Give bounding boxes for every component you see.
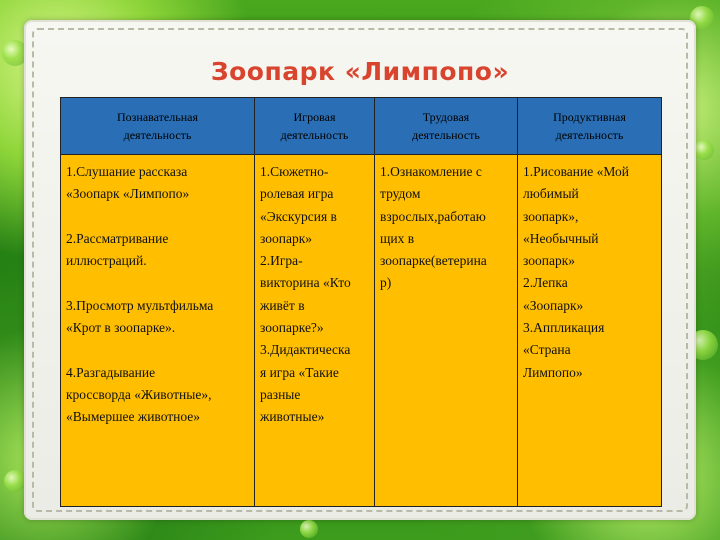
table-row [61, 155, 662, 507]
line-gap [66, 206, 250, 228]
header-play: Игровая деятельность [255, 98, 375, 155]
decorative-bubble [4, 470, 26, 492]
decorative-bubble [694, 140, 714, 160]
header-labor: Трудовая деятельность [375, 98, 518, 155]
cell-text-line: «Зоопарк «Лимпопо» [66, 186, 190, 202]
cell-text-line: трудом [380, 186, 421, 202]
cell-text-line: 3.Аппликация [523, 320, 605, 336]
activities-table [60, 97, 662, 507]
cell-text-line: «Страна [523, 342, 571, 358]
cell-text-line: взрослых,работаю [380, 208, 486, 224]
cell-text-line: 3.Просмотр мультфильма [66, 297, 214, 313]
cell-text-line: 3.Дидактическа [260, 342, 351, 358]
cell-productive [518, 155, 662, 507]
cell-text-line: викторина «Кто [260, 275, 351, 291]
cell-text-line: щих в [380, 230, 415, 246]
cell-text-line: зоопарке(ветерина [380, 253, 487, 269]
cell-text-line: живёт в [260, 297, 305, 313]
cell-text-line: зоопарке?» [260, 320, 324, 336]
cell-play [255, 155, 375, 507]
cell-labor [375, 155, 518, 507]
cell-text-line: зоопарк» [523, 253, 576, 269]
cell-text-line: зоопарк», [523, 208, 579, 224]
decorative-bubble [300, 520, 318, 538]
cell-text-line: р) [380, 275, 392, 291]
cell-cognitive [61, 155, 255, 507]
cell-text-line: 2.Рассматривание [66, 230, 169, 246]
line-gap [66, 339, 250, 361]
cell-text-line: «Вымершее животное» [66, 409, 201, 425]
cell-text-line: 1.Слушание рассказа [66, 164, 188, 179]
cell-text-line: я игра «Такие [260, 364, 339, 380]
cell-text-line: «Зоопарк» [523, 297, 584, 313]
cell-text-line: «Необычный [523, 230, 599, 246]
line-gap [66, 272, 250, 294]
cell-text-line: любимый [523, 186, 579, 202]
cell-text-line: 2.Лепка [523, 275, 568, 291]
cell-text-line: «Экскурсия в [260, 208, 337, 224]
cell-text-line: «Крот в зоопарке». [66, 320, 176, 336]
table-header-row [61, 98, 662, 155]
cell-text-line: 4.Разгадывание [66, 364, 156, 380]
header-cognitive: Познавательная деятельность [61, 98, 255, 155]
header-productive: Продуктивная деятельность [518, 98, 662, 155]
cell-text-line: животные» [260, 409, 325, 425]
cell-text-line: 1.Ознакомление с [380, 164, 482, 179]
cell-text-line: кроссворда «Животные», [66, 386, 212, 402]
cell-text-line: ролевая игра [260, 186, 334, 202]
cell-text-line: 1.Сюжетно- [260, 164, 329, 179]
cell-text-line: разные [260, 386, 301, 402]
cell-text-line: 2.Игра- [260, 253, 303, 269]
cell-text-line: Лимпопо» [523, 364, 583, 380]
slide-title: Зоопарк «Лимпопо» [210, 57, 510, 86]
cell-text-line: иллюстраций. [66, 253, 147, 269]
cell-text-line: зоопарк» [260, 230, 313, 246]
cell-text-line: 1.Рисование «Мой [523, 164, 629, 179]
